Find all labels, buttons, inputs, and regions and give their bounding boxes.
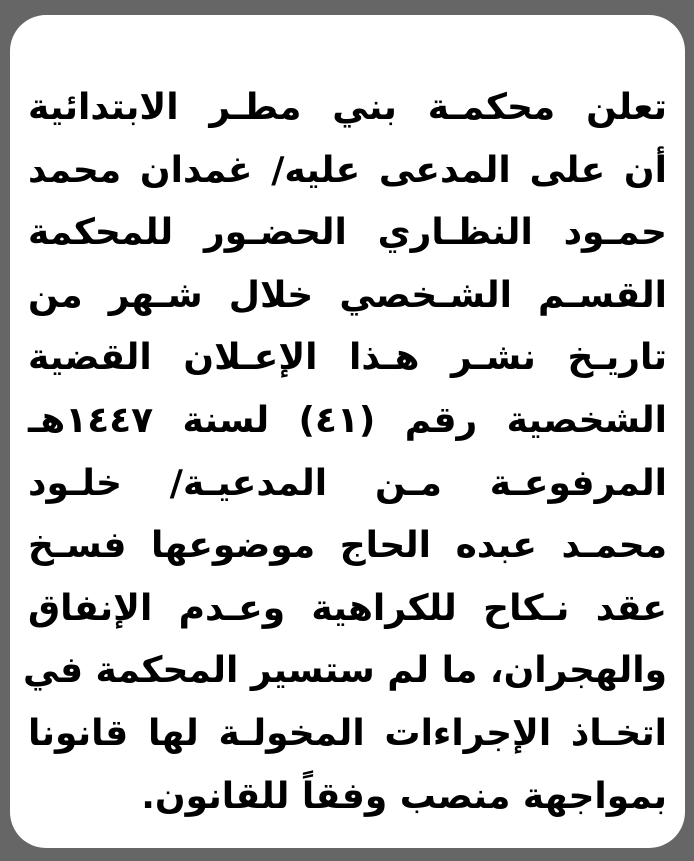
notice-line: عقد نـكاح للكراهية وعـدم الإنفاق [28,587,667,629]
notice-line: المرفوعـة مـن المدعيـة/ خلـود [28,462,667,504]
notice-line: تاريـخ نشـر هـذا الإعـلان القضية [28,337,667,379]
notice-line: بمواجهة منصب وفقاً للقانون. [141,775,667,817]
notice-line: حمـود النظـاري الحضـور للمحكمة [28,212,667,254]
notice-line: أن على المدعى عليه/ غمدان محمد [28,149,667,191]
notice-text [23,77,668,828]
notice-line: تعلن محكمـة بني مطـر الابتدائية [28,87,667,128]
notice-line: القسـم الشـخصي خلال شـهر من [28,274,667,316]
notice-line: الشخصية رقم (٤١) لسنة ١٤٤٧هـ [28,399,668,441]
notice-line: اتخـاذ الإجراءات المخولـة لها قانونا [28,712,667,754]
notice-card [10,15,685,848]
notice-line: والهجران، ما لم ستسير المحكمة في [23,650,667,692]
notice-line: محمـد عبده الحاج موضوعها فسـخ [28,525,667,567]
